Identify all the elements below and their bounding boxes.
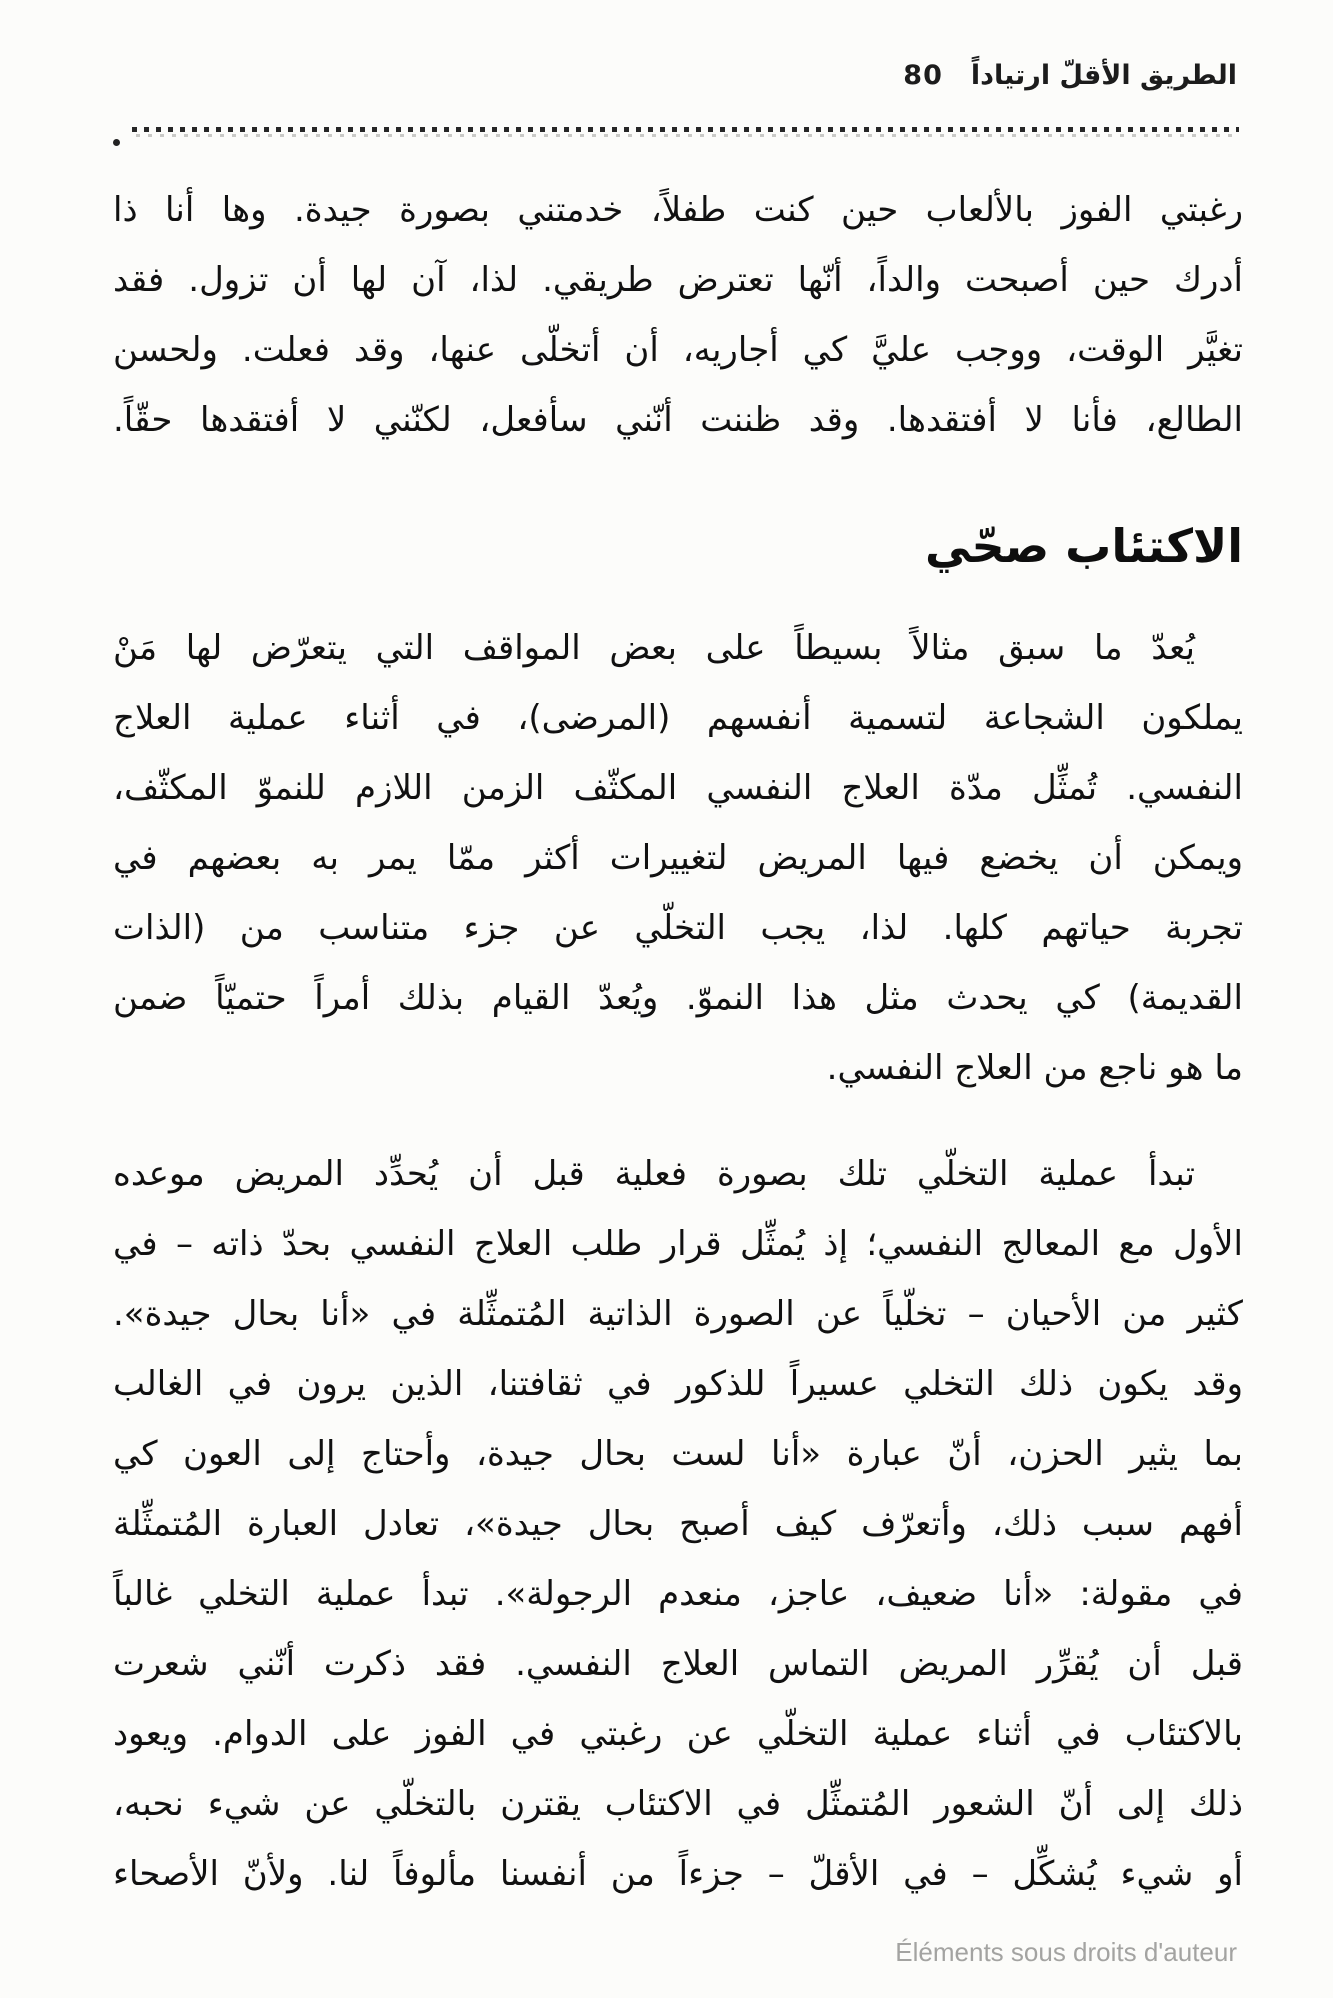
- text-line: أو شيء يُشكِّل – في الأقلّ – جزءاً من أنفسنا مألوفاً لنا. ولأنّ الأصحاء: [113, 1854, 1243, 1894]
- text-line: القديمة) كي يحدث مثل هذا النموّ. ويُعدّ القيام بذلك أمراً حتميّاً ضمن: [113, 978, 1243, 1018]
- text-line: وقد يكون ذلك التخلي عسيراً للذكور في ثقافتنا، الذين يرون في الغالب: [113, 1364, 1243, 1404]
- text-line: ويمكن أن يخضع فيها المريض لتغييرات أكثر ممّا يمر به بعضهم في: [113, 838, 1243, 878]
- text-line: يُعدّ ما سبق مثالاً بسيطاً على بعض المواقف التي يتعرّض لها مَنْ: [113, 628, 1195, 668]
- section-heading: الاكتئاب صحّي: [925, 519, 1243, 573]
- running-title: الطريق الأقلّ ارتياداً: [970, 60, 1237, 91]
- text-line: كثير من الأحيان – تخلّياً عن الصورة الذاتية المُتمثِّلة في «أنا بحال جيدة».: [113, 1294, 1243, 1334]
- paragraph-depression-healthy: [113, 613, 1243, 1103]
- paragraph-continuation: [113, 175, 1243, 455]
- text-line: أدرك حين أصبحت والداً، أنّها تعترض طريقي. لذا، آن لها أن تزول. فقد: [113, 260, 1243, 300]
- text-line: في مقولة: «أنا ضعيف، عاجز، منعدم الرجولة». تبدأ عملية التخلي غالباً: [113, 1574, 1243, 1614]
- text-line: ما هو ناجع من العلاج النفسي.: [826, 1048, 1243, 1088]
- page-number: 80: [903, 60, 943, 91]
- dotted-separator-shadow: [136, 134, 1237, 137]
- paragraph-letting-go: [113, 1139, 1243, 1909]
- text-line: بالاكتئاب في أثناء عملية التخلّي عن رغبتي في الفوز على الدوام. ويعود: [113, 1714, 1243, 1754]
- copyright-notice: Éléments sous droits d'auteur: [895, 1937, 1237, 1967]
- text-line: تغيَّر الوقت، ووجب عليَّ كي أجاريه، أن أتخلّى عنها، وقد فعلت. ولحسن: [113, 330, 1243, 370]
- text-line: يملكون الشجاعة لتسمية أنفسهم (المرضى)، في أثناء عملية العلاج: [113, 698, 1243, 738]
- text-line: الطالع، فأنا لا أفتقدها. وقد ظننت أنّني سأفعل، لكنّني لا أفتقدها حقّاً.: [113, 400, 1243, 440]
- text-line: رغبتي الفوز بالألعاب حين كنت طفلاً، خدمتني بصورة جيدة. وها أنا ذا: [113, 190, 1243, 230]
- text-line: تبدأ عملية التخلّي تلك بصورة فعلية قبل أن يُحدِّد المريض موعده: [113, 1154, 1195, 1194]
- running-header: [903, 60, 1237, 91]
- text-line: الأول مع المعالج النفسي؛ إذ يُمثِّل قرار طلب العلاج النفسي بحدّ ذاته – في: [113, 1224, 1243, 1264]
- dotted-separator: [132, 127, 1239, 132]
- text-line: تجربة حياتهم كلها. لذا، يجب التخلّي عن جزء متناسب من (الذات: [113, 908, 1243, 948]
- dotted-separator-end-dot: [113, 139, 120, 146]
- text-line: قبل أن يُقرِّر المريض التماس العلاج النفسي. فقد ذكرت أنّني شعرت: [113, 1644, 1243, 1684]
- text-line: ذلك إلى أنّ الشعور المُتمثِّل في الاكتئاب يقترن بالتخلّي عن شيء نحبه،: [113, 1784, 1243, 1824]
- text-line: أفهم سبب ذلك، وأتعرّف كيف أصبح بحال جيدة»، تعادل العبارة المُتمثِّلة: [113, 1504, 1243, 1544]
- text-line: بما يثير الحزن، أنّ عبارة «أنا لست بحال جيدة، وأحتاج إلى العون كي: [113, 1434, 1243, 1474]
- text-line: النفسي. تُمثِّل مدّة العلاج النفسي المكثّف الزمن اللازم للنموّ المكثّف،: [113, 768, 1243, 808]
